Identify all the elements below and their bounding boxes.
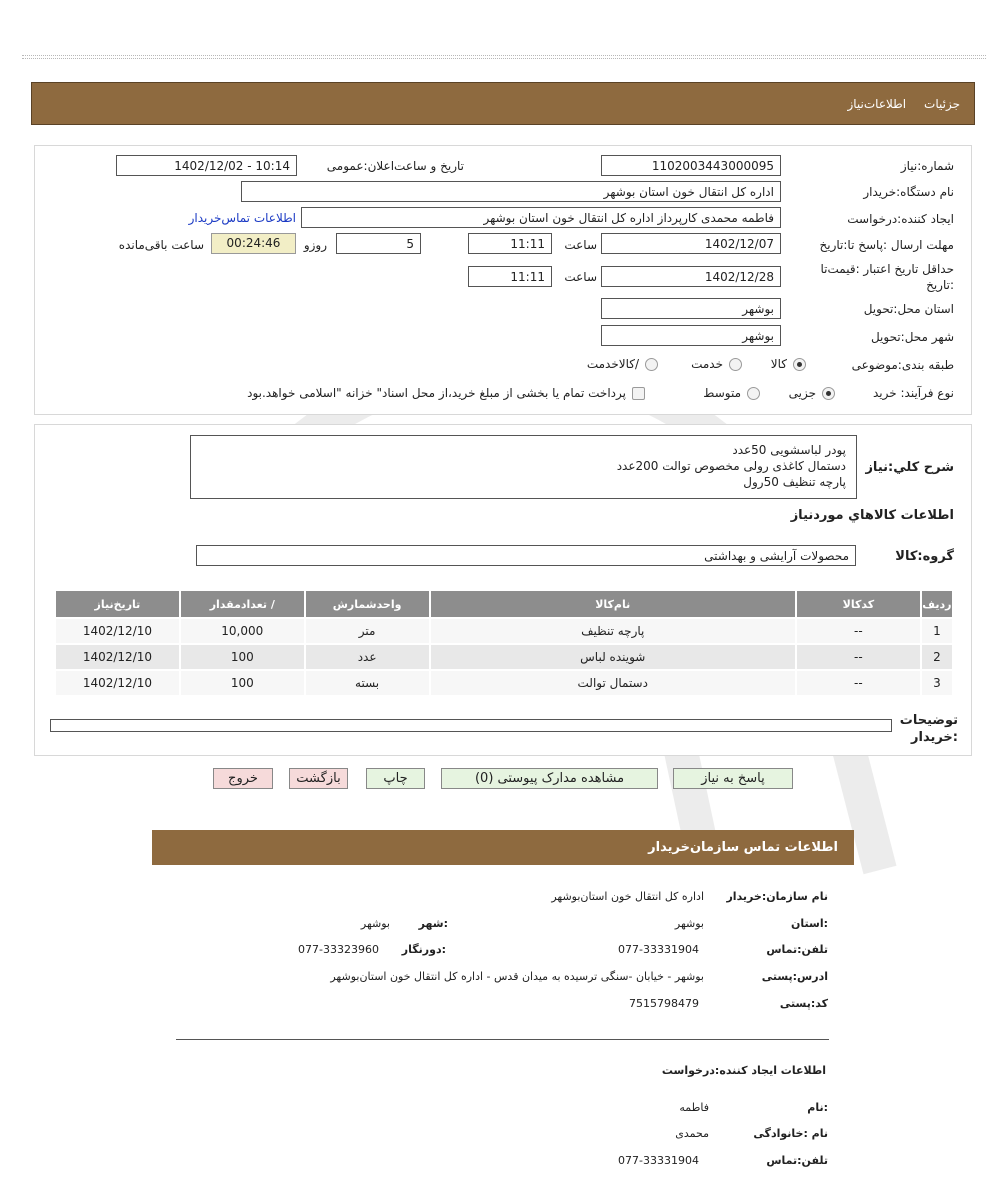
treasury-payment-checkbox[interactable]: [632, 387, 645, 400]
contact-address-label: ادرس:پستی: [761, 970, 828, 983]
col-quantity: / تعدادمقدار: [181, 591, 304, 617]
description-label: شرح کلي:نياز: [865, 460, 954, 475]
contact-city-value: بوشهر: [360, 917, 390, 930]
category-service-radio[interactable]: [729, 358, 742, 371]
contact-address-value: بوشهر - خیابان -سنگی ترسیده به میدان قدس - اداره کل انتقال خون استان‌بوشهر: [330, 970, 704, 983]
cell-need-date: 1402/12/10: [56, 671, 179, 695]
cell-item-name: شوینده لباس: [431, 645, 795, 669]
city-field: بوشهر: [601, 325, 781, 346]
category-service-option[interactable]: خدمت: [691, 357, 742, 371]
creator-phone-value: 077-33331904: [618, 1154, 699, 1167]
table-row: [56, 645, 952, 669]
col-row-number: ردیف: [922, 591, 952, 617]
cell-item-code: --: [797, 671, 920, 695]
contact-province-value: بوشهر: [674, 917, 704, 930]
cell-row-number: 2: [922, 645, 952, 669]
reply-date-field: 1402/12/07: [601, 233, 781, 254]
cell-need-date: 1402/12/10: [56, 619, 179, 643]
contact-org-value: اداره کل انتقال خون استان‌بوشهر: [551, 890, 704, 903]
attachments-button[interactable]: مشاهده مدارک پیوستی (0): [441, 768, 658, 789]
contact-province-label: :استان: [791, 917, 828, 930]
goods-group-field: محصولات آرایشی و بهداشتی: [196, 545, 856, 566]
goods-section-title: اطلاعات کالاهاي موردنياز: [790, 508, 954, 523]
description-line: پودر لباسشویی 50عدد: [732, 443, 846, 457]
creator-name-label: :نام: [807, 1101, 828, 1114]
province-label: استان محل:تحویل: [863, 302, 954, 316]
cell-row-number: 1: [922, 619, 952, 643]
remaining-label: ساعت باقی‌مانده: [118, 238, 204, 252]
treasury-payment-option[interactable]: پرداخت تمام یا بخشی از مبلغ خرید،از محل اسناد" خزانه "اسلامی خواهد.بود: [247, 386, 645, 400]
creator-name-value: فاطمه: [679, 1101, 709, 1114]
contact-city-label: :شهر: [418, 917, 448, 930]
table-row: [56, 671, 952, 695]
cell-need-date: 1402/12/10: [56, 645, 179, 669]
category-goods-service-radio[interactable]: [645, 358, 658, 371]
goods-group-label: گروه:کالا: [895, 549, 954, 564]
cell-unit: عدد: [306, 645, 429, 669]
contact-phone-value: 077-33331904: [618, 943, 699, 956]
process-partial-radio[interactable]: [822, 387, 835, 400]
contact-divider: [176, 1039, 829, 1040]
buyer-contact-link[interactable]: اطلاعات تماس‌خریدار: [188, 211, 296, 225]
process-medium-radio[interactable]: [747, 387, 760, 400]
validity-time-field: 11:11: [468, 266, 552, 287]
buyer-org-label: نام دستگاه:خریدار: [863, 185, 954, 199]
creator-field: فاطمه محمدی کارپرداز اداره کل انتقال خون استان بوشهر: [301, 207, 781, 228]
reply-deadline-label: مهلت ارسال :پاسخ تا:تاریخ: [819, 238, 954, 252]
col-item-name: نام‌کالا: [431, 591, 795, 617]
description-line: دستمال کاغذی رولی مخصوص توالت 200عدد: [616, 459, 846, 473]
description-box: [190, 435, 857, 499]
contact-org-label: نام سازمان:خریدار: [726, 890, 828, 903]
cell-quantity: 100: [181, 671, 304, 695]
contact-phone-label: تلفن:تماس: [766, 943, 828, 956]
category-label: طبقه بندی:موضوعی: [851, 358, 954, 372]
cell-unit: بسته: [306, 671, 429, 695]
page-header: [31, 82, 975, 125]
creator-phone-label: تلفن:تماس: [766, 1154, 828, 1167]
cell-item-name: پارچه تنظیف: [431, 619, 795, 643]
process-label: نوع فرآیند: خرید: [873, 386, 954, 400]
creator-section-title: اطلاعات ایجاد کننده:درخواست: [661, 1064, 826, 1077]
process-medium-option[interactable]: متوسط: [703, 386, 760, 400]
reply-time-label: ساعت: [564, 238, 597, 252]
back-button[interactable]: بازگشت: [289, 768, 348, 789]
col-need-date: تاریخ‌نیاز: [56, 591, 179, 617]
process-partial-option[interactable]: جزیی: [789, 386, 835, 400]
cell-item-name: دستمال توالت: [431, 671, 795, 695]
city-label: شهر محل:تحویل: [870, 330, 954, 344]
reply-button[interactable]: پاسخ به نیاز: [673, 768, 793, 789]
description-line: پارچه تنظیف 50رول: [743, 475, 846, 489]
col-item-code: کدکالا: [797, 591, 920, 617]
creator-label: ایجاد کننده:درخواست: [847, 212, 954, 226]
days-label: روزو: [303, 238, 327, 252]
creator-family-value: محمدی: [675, 1127, 709, 1140]
col-unit: واحدشمارش: [306, 591, 429, 617]
print-button[interactable]: چاپ: [366, 768, 425, 789]
top-divider: [22, 55, 986, 59]
need-number-field: 1102003443000095: [601, 155, 781, 176]
category-goods-radio[interactable]: [793, 358, 806, 371]
need-number-label: شماره:نیاز: [900, 159, 954, 173]
contact-fax-value: 077-33323960: [298, 943, 379, 956]
validity-time-label: ساعت: [564, 270, 597, 284]
buyer-org-field: اداره کل انتقال خون استان بوشهر: [241, 181, 781, 202]
announce-label: تاریخ و ساعت‌اعلان:عمومی: [326, 159, 464, 173]
validity-date-field: 1402/12/28: [601, 266, 781, 287]
category-goods-service-option[interactable]: /کالاخدمت: [587, 357, 658, 371]
header-title: اطلاعات‌نیاز: [847, 96, 907, 111]
days-field: 5: [336, 233, 421, 254]
announce-field: 1402/12/02 - 10:14: [116, 155, 297, 176]
reply-time-field: 11:11: [468, 233, 552, 254]
creator-family-label: نام :خانوادگی: [753, 1127, 828, 1140]
cell-unit: متر: [306, 619, 429, 643]
exit-button[interactable]: خروج: [213, 768, 273, 789]
cell-quantity: 10,000: [181, 619, 304, 643]
goods-table: [54, 589, 954, 697]
cell-row-number: 3: [922, 671, 952, 695]
cell-quantity: 100: [181, 645, 304, 669]
contact-fax-label: :دورنگار: [401, 943, 446, 956]
validity-label: حداقل تاریخ اعتبار :قیمت‌تا :تاریخ: [820, 262, 954, 292]
header-details-tab[interactable]: جزئیات: [924, 96, 960, 111]
cell-item-code: --: [797, 645, 920, 669]
category-goods-option[interactable]: کالا: [771, 357, 806, 371]
contact-postal-label: کد:پستی: [779, 997, 828, 1010]
buyer-notes-label: توضیحات :خریدار: [899, 713, 958, 745]
remaining-time: 00:24:46: [211, 233, 296, 254]
table-row: [56, 619, 952, 643]
cell-item-code: --: [797, 619, 920, 643]
table-header-row: [56, 591, 952, 617]
buyer-notes-field: [50, 719, 892, 732]
contact-postal-value: 7515798479: [629, 997, 699, 1010]
contact-section-header: اطلاعات تماس سازمان‌خریدار: [152, 830, 854, 865]
province-field: بوشهر: [601, 298, 781, 319]
